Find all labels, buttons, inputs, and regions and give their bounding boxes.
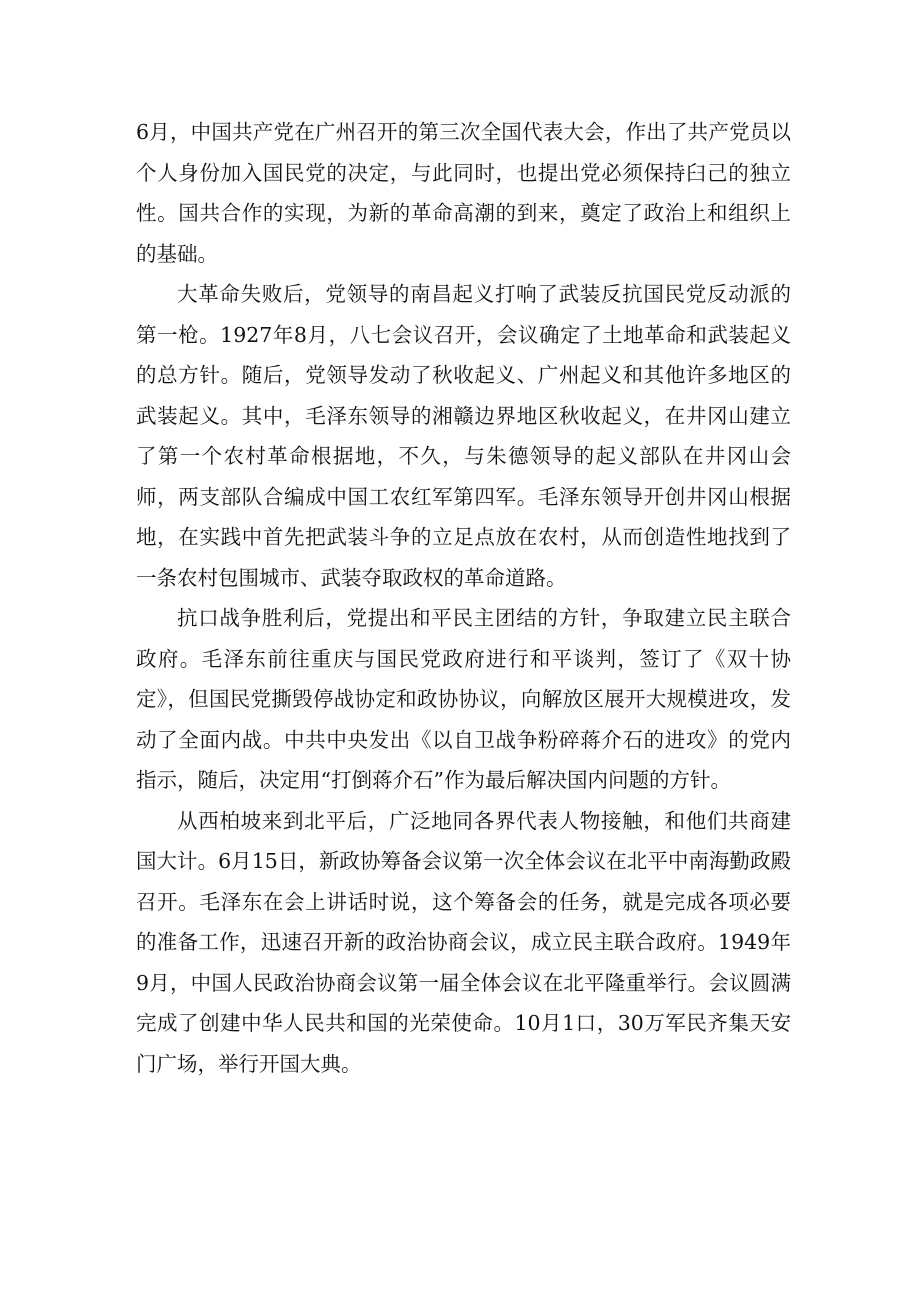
paragraph-2: 大革命失败后，党领导的南昌起义打响了武装反抗国民党反动派的第一枪。1927年8月，八七会议召开，会议确定了土地革命和武装起义的总方针。随后，党领导发动了秋收起义、广州起义和其他许多地区的武装起义。其中，毛泽东领导的湘赣边界地区秋收起义，在井冈山建立了第一个农村革命根据地，不久，与朱德领导的起义部队在井冈山会师，两支部队合编成中国工农红军第四军。毛泽东领导开创井冈山根据地，在实践中首先把武装斗争的立足点放在农村，从而创造性地找到了一条农村包围城市、武装夺取政权的革命道路。	[136, 282, 791, 590]
paragraph-4: 从西柏坡来到北平后，广泛地同各界代表人物接触，和他们共商建国大计。6月15日，新政协筹备会议第一次全体会议在北平中南海勤政殿召开。毛泽东在会上讲话时说，这个筹备会的任务，就是完成各项必要的准备工作，迅速召开新的政治协商会议，成立民主联合政府。1949年9月，中国人民政治协商会议第一届全体会议在北平隆重举行。会议圆满完成了创建中华人民共和国的光荣使命。10月1口，30万军民齐集天安门广场，举行开国大典。	[136, 808, 791, 1076]
paragraph-1: 6月，中国共产党在广州召开的第三次全国代表大会，作出了共产党员以个人身份加入国民党的决定，与此同时，也提出党必须保持臼己的独立性。国共合作的实现，为新的革命高潮的到来，奠定了政治上和组织上的基础。	[136, 120, 791, 266]
document-body	[136, 112, 791, 1084]
paragraph-3: 抗口战争胜利后，党提出和平民主团结的方针，争取建立民主联合政府。毛泽东前往重庆与国民党政府进行和平谈判，签订了《双十协定》，但国民党撕毁停战协定和政协协议，向解放区展开大规模进攻，发动了全面内战。中共中央发出《以自卫战争粉碎蒋介石的进攻》的党内指示，随后，决定用“打倒蒋介石”作为最后解决国内问题的方针。	[136, 606, 791, 792]
